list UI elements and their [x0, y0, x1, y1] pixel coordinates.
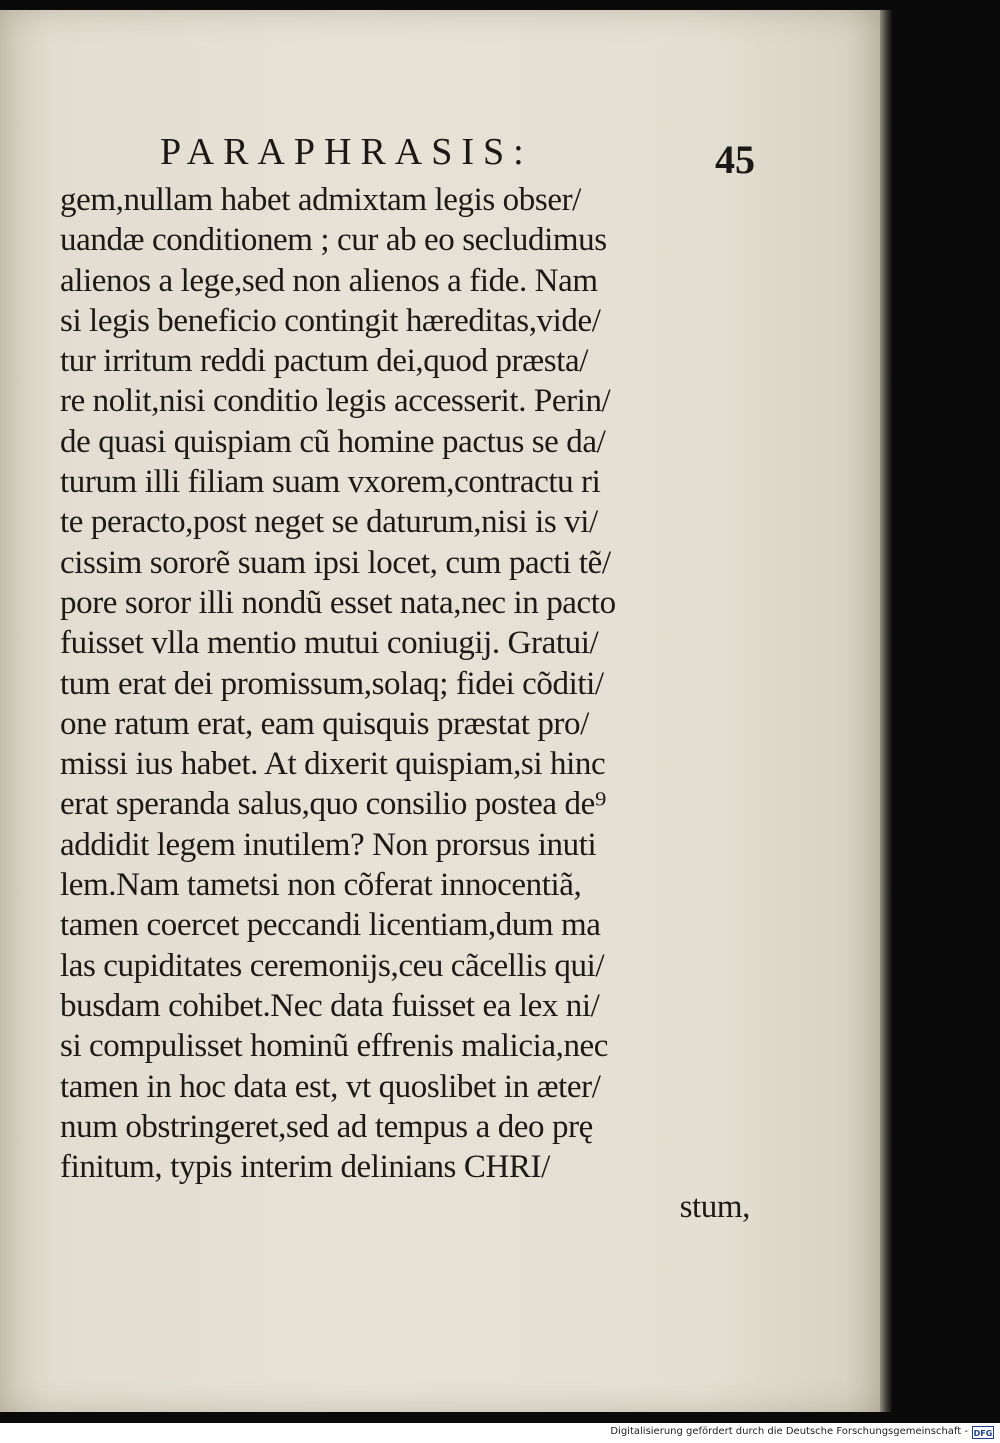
text-line-11: pore soror illi nondũ esset nata,nec in pacto — [60, 584, 616, 621]
text-line-13: tum erat dei promissum,solaq; fidei cõditi/ — [60, 665, 604, 702]
text-line-9: te peracto,post neget se daturum,nisi is vi/ — [60, 504, 598, 541]
text-line-24: num obstringeret,sed ad tempus a deo prę — [60, 1108, 593, 1145]
running-title: PARAPHRASIS: — [160, 131, 533, 173]
catchword: stum, — [679, 1189, 750, 1226]
text-line-5: tur irritum reddi pactum dei,quod præsta/ — [60, 343, 588, 380]
text-line-10: cissim sororẽ suam ipsi locet, cum pacti tẽ/ — [60, 544, 611, 581]
text-line-8: turum illi filiam suam vxorem,contractu ri — [60, 464, 601, 501]
text-line-12: fuisset vlla mentio mutui coniugij. Gratui/ — [60, 625, 599, 662]
digitization-footer — [0, 1423, 1000, 1443]
text-line-25: finitum, typis interim delinians CHRI/ — [60, 1149, 550, 1186]
page-edge-shadow — [880, 10, 892, 1412]
text-line-7: de quasi quispiam cũ homine pactus se da/ — [60, 423, 606, 460]
text-line-18: lem.Nam tametsi non cõferat innocentiã, — [60, 867, 582, 904]
text-line-14: one ratum erat, eam quisquis præstat pro/ — [60, 705, 589, 742]
text-line-23: tamen in hoc data est, vt quoslibet in æter/ — [60, 1068, 601, 1105]
page-number: 45 — [715, 137, 755, 182]
text-line-20: las cupiditates ceremonijs,ceu cãcellis qui/ — [60, 947, 605, 984]
funding-credit: Digitalisierung gefördert durch die Deutsche Forschungsgemeinschaft - — [610, 1426, 968, 1437]
dfg-logo-icon: DFG — [972, 1426, 994, 1439]
text-line-1: gem,nullam habet admixtam legis obser/ — [60, 182, 581, 218]
text-line-19: tamen coercet peccandi licentiam,dum ma — [60, 907, 601, 944]
text-line-2: uandæ conditionem ; cur ab eo secludimus — [60, 222, 607, 259]
text-line-3: alienos a lege,sed non alienos a fide. Nam — [60, 262, 598, 299]
running-head — [160, 130, 760, 180]
text-line-6: re nolit,nisi conditio legis accesserit. Perin/ — [60, 383, 611, 420]
text-block — [60, 180, 750, 1228]
text-line-21: busdam cohibet.Nec data fuisset ea lex ni/ — [60, 987, 600, 1024]
text-line-15: missi ius habet. At dixerit quispiam,si hinc — [60, 746, 606, 783]
text-line-17: addidit legem inutilem? Non prorsus inuti — [60, 826, 597, 863]
text-line-16: erat speranda salus,quo consilio postea de⁹ — [60, 786, 606, 823]
text-line-22: si compulisset hominũ effrenis malicia,nec — [60, 1028, 609, 1065]
book-page — [0, 10, 880, 1412]
text-line-4: si legis beneficio contingit hæreditas,vide/ — [60, 302, 601, 339]
